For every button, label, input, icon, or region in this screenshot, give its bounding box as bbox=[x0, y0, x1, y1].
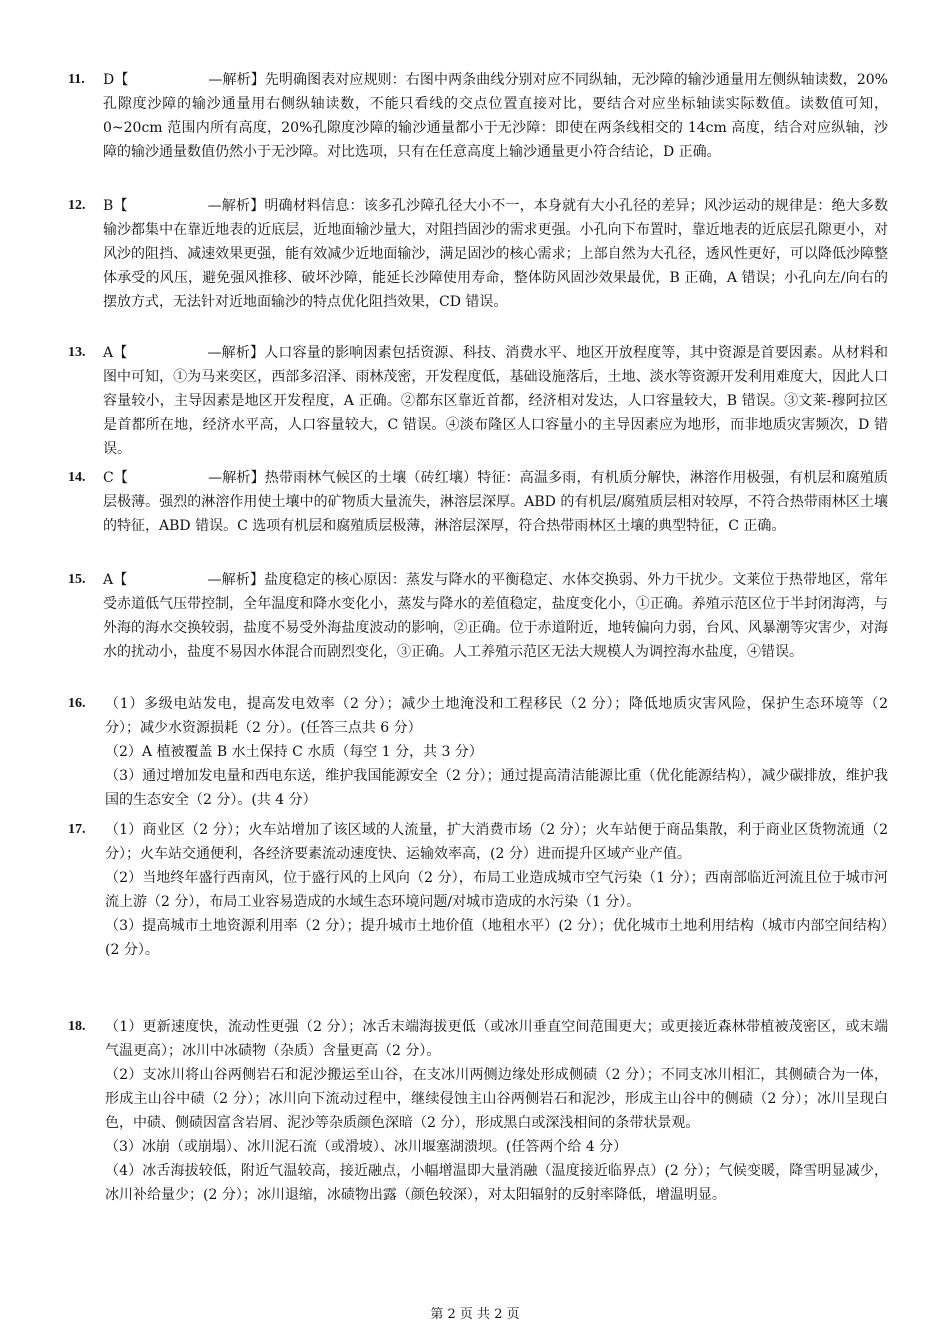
analysis-tag: —解析】 bbox=[208, 72, 265, 88]
question-number: 15. bbox=[68, 572, 86, 587]
answer-letter: B【 bbox=[103, 198, 128, 214]
page-footer: 第 2 页 共 2 页 bbox=[430, 1307, 520, 1322]
question-number: 13. bbox=[68, 345, 86, 360]
question-number: 16. bbox=[68, 696, 86, 711]
question-number: 11. bbox=[68, 72, 85, 87]
analysis-text: 热带雨林气候区的土壤（砖红壤）特征：高温多雨，有机质分解快，淋溶作用极强，有机层和腐殖质层极薄。强烈的淋溶作用使土壤中的矿物质大量流失，淋溶层深厚。ABD 的有机层/腐殖质层相对较厚，不符合热带雨林区土壤的特征，ABD 错误。C 选项有机层和腐殖质层极薄，淋溶层深厚，符合热带雨林区土壤的典型特征，C 正确。 bbox=[103, 470, 889, 534]
analysis-text: 盐度稳定的核心原因：蒸发与降水的平衡稳定、水体交换弱、外力干扰少。文莱位于热带地区，常年受赤道低气压带控制，全年温度和降水变化小，蒸发与降水的差值稳定，盐度变化小，①正确。养殖示范区位于半封闭海湾，与外海的海水交换较弱，盐度不易受外海盐度波动的影响，②正确。位于赤道附近，地转偏向力弱，台风、风暴潮等灾害少，对海水的扰动小，盐度不易因水体混合而剧烈变化，③正确。人工养殖示范区无法大规模人为调控海水盐度，④错误。 bbox=[103, 572, 889, 660]
sub-answer-2: （2）支冰川将山谷两侧岩石和泥沙搬运至山谷，在支冰川两侧边缘处形成侧碛（2 分）；不同支冰川相汇，其侧碛合为一体，形成主山谷中碛（2 分）；冰川向下流动过程中，继续侵蚀主山谷两侧岩石和泥沙，形成主山谷中的侧碛（2 分）；冰川呈现白色，中碛、侧碛因富含岩屑、泥沙等杂质颜色深暗（2 分），形成黑白或深浅相间的条带状景观。 bbox=[105, 1067, 888, 1131]
question-number: 14. bbox=[68, 470, 86, 485]
sub-answer-1: （1）商业区（2 分）；火车站增加了该区域的人流量，扩大消费市场（2 分）；火车站便于商品集散，利于商业区货物流通（2 分）；火车站交通便利，各经济要素流动速度快、运输效率高，(2 分）进而提升区域产业产值。 bbox=[105, 822, 888, 862]
sub-answer-1: （1）多级电站发电，提高发电效率（2 分）；减少土地淹没和工程移民（2 分）；降低地质灾害风险，保护生态环境等（2 分）；减少水资源损耗（2 分）。(任答三点共 6 分） bbox=[105, 696, 888, 736]
sub-answer-3: （3）提高城市土地资源利用率（2 分）；提升城市土地价值（地租水平）(2 分）；优化城市土地利用结构（城市内部空间结构）(2 分）。 bbox=[105, 918, 888, 958]
analysis-text: 先明确图表对应规则：右图中两条曲线分别对应不同纵轴，无沙障的输沙通量用左侧纵轴读数，20%孔隙度沙障的输沙通量用右侧纵轴读数，不能只看线的交点位置直接对比，要结合对应坐标轴读实际数值。读数值可知，0~20cm 范围内所有高度，20%孔隙度沙障的输沙通量都小于无沙障：即使在两条线相交的 14cm 高度，结合对应纵轴，沙障的输沙通量数值仍然小于无沙障。对比选项，只有在任意高度上输沙通量更小符合结论，D 正确。 bbox=[103, 72, 888, 160]
analysis-tag: —解析】 bbox=[207, 198, 265, 214]
answer-letter: A【 bbox=[103, 345, 128, 361]
question-number: 17. bbox=[68, 822, 86, 837]
sub-answer-1: （1）更新速度快，流动性更强（2 分）；冰舌末端海拔更低（或冰川垂直空间范围更大；或更接近森林带植被茂密区，或末端气温更高）；冰川中冰碛物（杂质）含量更高（2 分）。 bbox=[105, 1019, 888, 1059]
sub-answer-2: （2）当地终年盛行西南风，位于盛行风的上风向（2 分），布局工业造成城市空气污染（1 分）；西南部临近河流且位于城市河流上游（2 分），布局工业容易造成的水域生态环境问题/对城市造成的水污染（1 分）。 bbox=[105, 870, 888, 910]
analysis-tag: —解析】 bbox=[208, 470, 265, 486]
sub-answer-3: （3）通过增加发电量和西电东送，维护我国能源安全（2 分）；通过提高清洁能源比重（优化能源结构），减少碳排放，维护我国的生态安全（2 分）。(共 4 分） bbox=[105, 768, 888, 808]
analysis-tag: —解析】 bbox=[207, 572, 265, 588]
answer-letter: A【 bbox=[103, 572, 128, 588]
analysis-text: 人口容量的影响因素包括资源、科技、消费水平、地区开放程度等，其中资源是首要因素。从材料和图中可知，①为马来奕区，西部多沼泽、雨林茂密，开发程度低，基础设施落后，土地、淡水等资源开发利用难度大，因此人口容量较小，主导因素是地区开发程度，A 正确。②都东区靠近首都，经济相对发达，人口容量较大，B 错误。③文莱-穆阿拉区是首都所在地，经济水平高，人口容量较大，C 错误。④淡布隆区人口容量小的主导因素应为地形，而非地质灾害频次，D 错误。 bbox=[103, 345, 889, 457]
question-number: 12. bbox=[68, 198, 86, 213]
answer-letter: D【 bbox=[103, 72, 129, 88]
analysis-tag: —解析】 bbox=[207, 345, 265, 361]
answer-letter: C【 bbox=[103, 470, 129, 486]
question-number: 18. bbox=[68, 1019, 86, 1034]
sub-answer-2: （2）A 植被覆盖 B 水土保持 C 水质（每空 1 分，共 3 分） bbox=[105, 744, 483, 760]
analysis-text: 明确材料信息：该多孔沙障孔径大小不一，本身就有大小孔径的差异；风沙运动的规律是：绝大多数输沙都集中在靠近地表的近底层，近地面输沙量大，对阻挡固沙的需求更强。小孔向下布置时，靠近地表的近底层孔隙更小，对风沙的阻挡、减速效果更强，能有效减少近地面输沙，满足固沙的核心需求；上部自然为大孔径，透风性更好，可以降低沙障整体承受的风压，避免强风推移、破坏沙障，能延长沙障使用寿命，整体防风固沙效果最优，B 正确，A 错误；小孔向左/向右的摆放方式，无法针对近地面输沙的特点优化阻挡效果，CD 错误。 bbox=[103, 198, 889, 310]
sub-answer-4: （4）冰舌海拔较低，附近气温较高，接近融点，小幅增温即大量消融（温度接近临界点）(2 分）；气候变暖，降雪明显减少，冰川补给量少；(2 分）；冰川退缩，冰碛物出露（颜色较深），对太阳辐射的反射率降低，增温明显。 bbox=[105, 1163, 888, 1203]
sub-answer-3: （3）冰崩（或崩塌）、冰川泥石流（或滑坡）、冰川堰塞湖溃坝。(任答两个给 4 分） bbox=[105, 1139, 628, 1155]
